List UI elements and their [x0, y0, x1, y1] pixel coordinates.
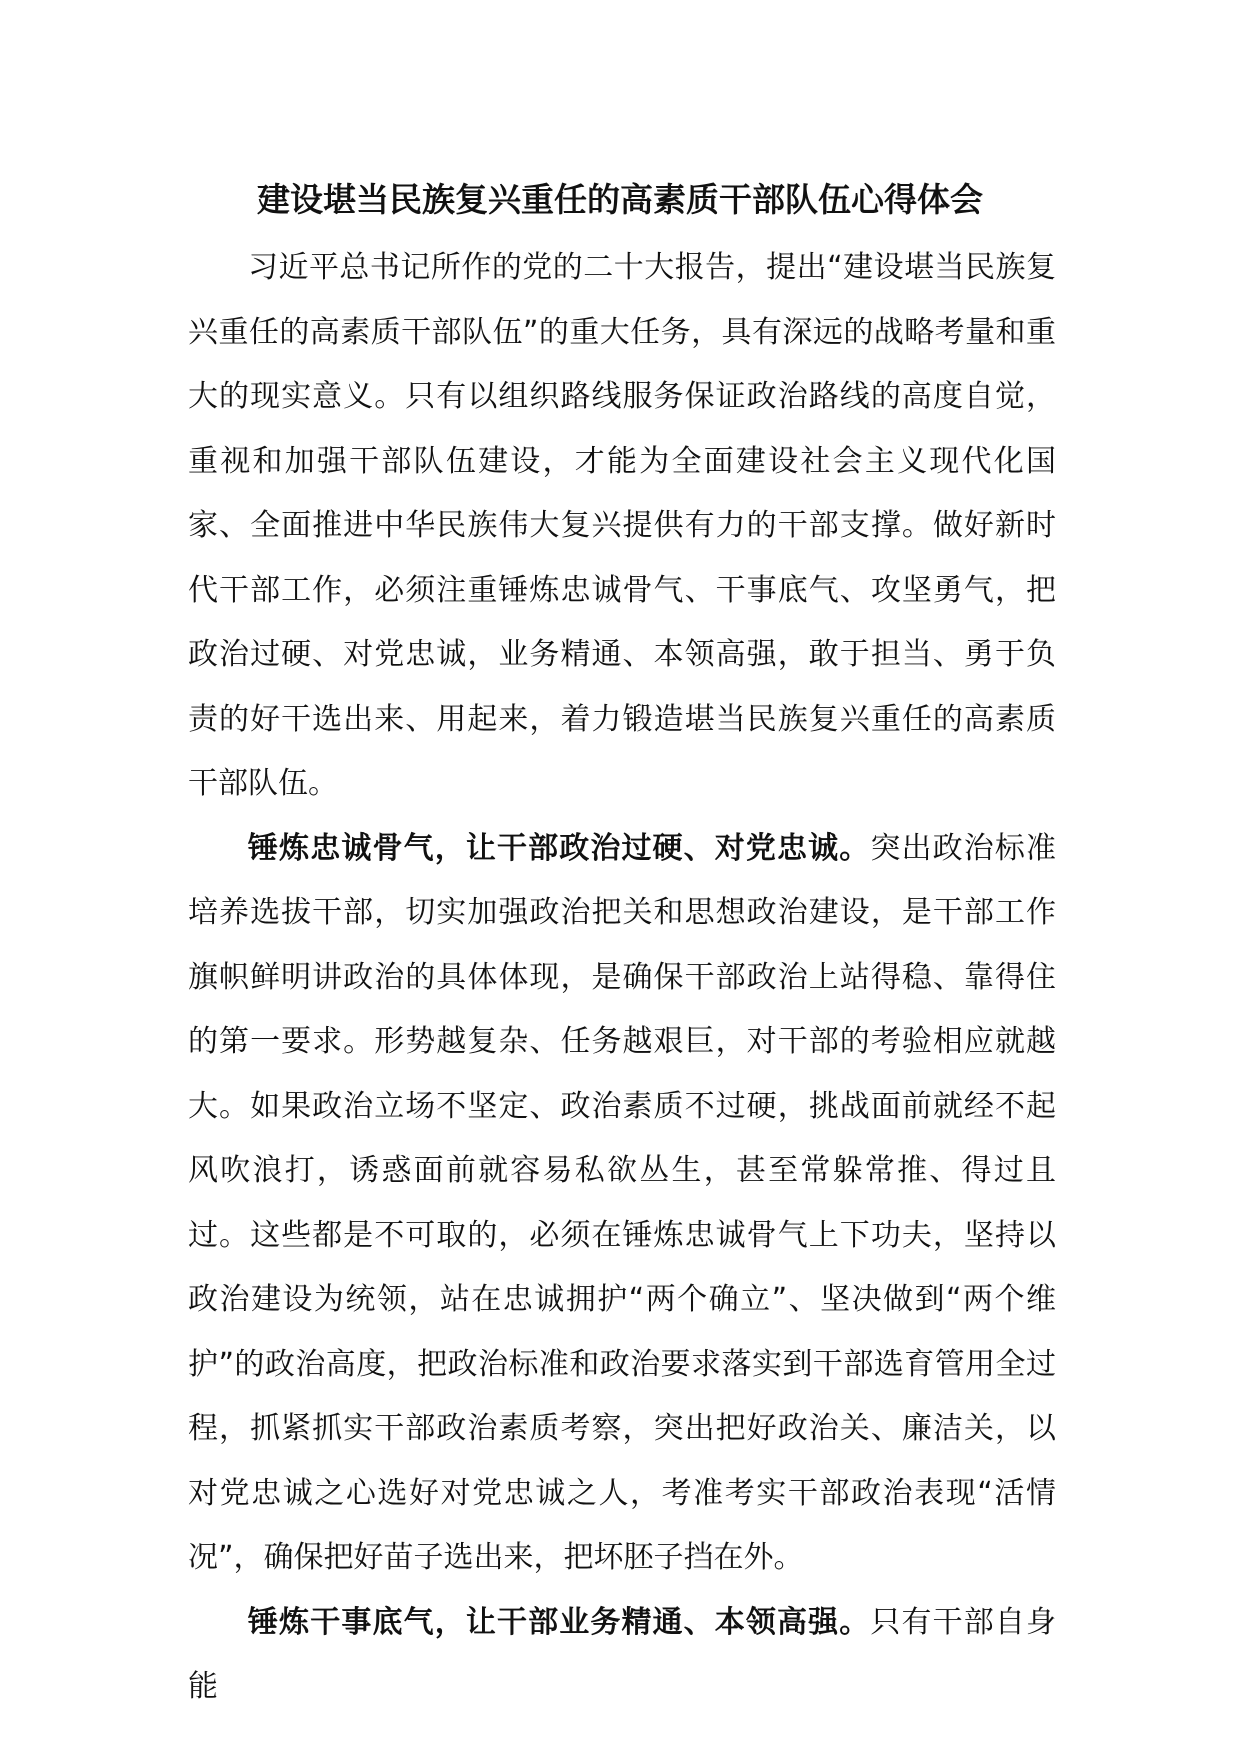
paragraph-text: 习近平总书记所作的党的二十大报告，提出“建设堪当民族复兴重任的高素质干部队伍”的重大任务，具有深远的战略考量和重大的现实意义。只有以组织路线服务保证政治路线的高度自觉，重视和加强干部队伍建设，才能为全面建设社会主义现代化国家、全面推进中华民族伟大复兴提供有力的干部支撑。做好新时代干部工作，必须注重锤炼忠诚骨气、干事底气、攻坚勇气，把政治过硬、对党忠诚，业务精通、本领高强，敢于担当、勇于负责的好干选出来、用起来，着力锻造堪当民族复兴重任的高素质干部队伍。: [188, 250, 1056, 801]
paragraph-lead: 锤炼忠诚骨气，让干部政治过硬、对党忠诚。: [248, 830, 871, 866]
document-title: 建设堪当民族复兴重任的高素质干部队伍心得体会: [257, 180, 983, 219]
paragraph-text: 突出政治标准培养选拔干部，切实加强政治把关和思想政治建设，是干部工作旗帜鲜明讲政治的具体体现，是确保干部政治上站得稳、靠得住的第一要求。形势越复杂、任务越艰巨，对干部的考验相应就越大。如果政治立场不坚定、政治素质不过硬，挑战面前就经不起风吹浪打，诱惑面前就容易私欲丛生，甚至常躲常推、得过且过。这些都是不可取的，必须在锤炼忠诚骨气上下功夫，坚持以政治建设为统领，站在忠诚拥护“两个确立”、坚决做到“两个维护”的政治高度，把政治标准和政治要求落实到干部选育管用全过程，抓紧抓实干部政治素质考察，突出把好政治关、廉洁关，以对党忠诚之心选好对党忠诚之人，考准考实干部政治表现“活情况”，确保把好苗子选出来，把坏胚子挡在外。: [188, 830, 1057, 1575]
paragraph-lead: 锤炼干事底气，让干部业务精通、本领高强。: [248, 1604, 871, 1640]
document-body: [188, 236, 1056, 1720]
paragraph-competence: [188, 1591, 1056, 1720]
paragraph-loyalty: [188, 817, 1056, 1591]
paragraph-intro: [188, 236, 1056, 817]
paragraph-text: 只有干部自身能: [188, 1604, 1057, 1704]
